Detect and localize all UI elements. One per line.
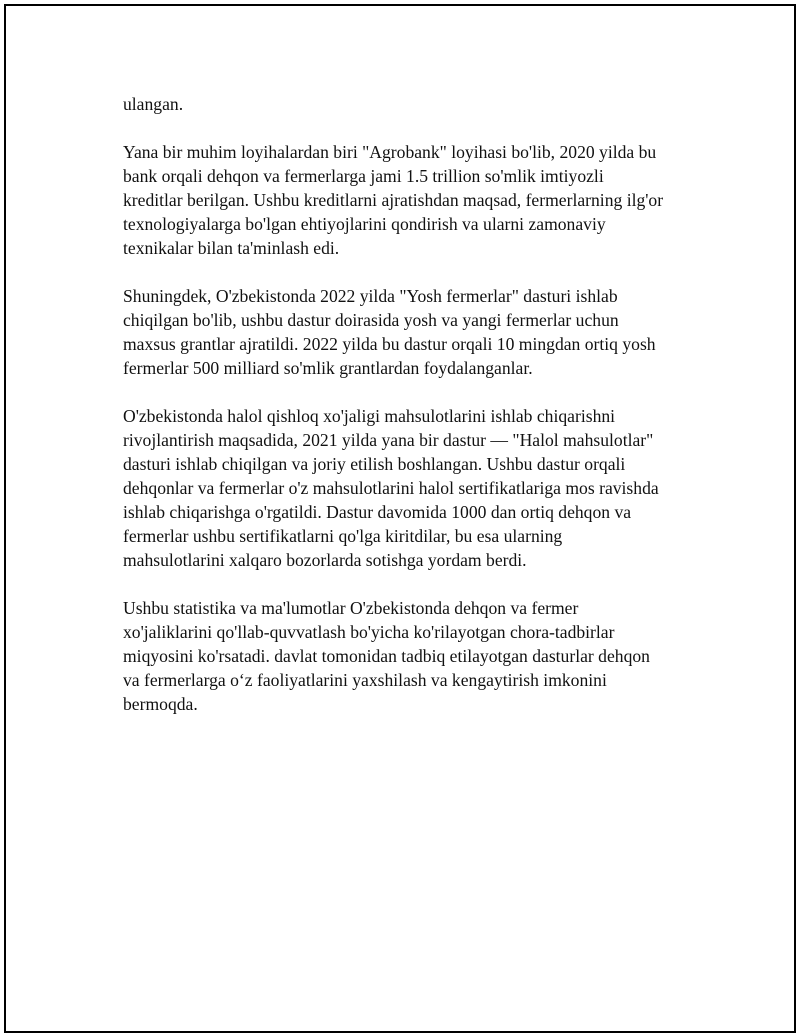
paragraph-agrobank <box>123 140 703 260</box>
text-line: maxsus grantlar ajratildi. 2022 yilda bu dastur orqali 10 mingdan ortiq yosh <box>123 334 656 354</box>
text-line: fermerlar ushbu sertifikatlarni qo'lga kiritdilar, bu esa ularning <box>123 526 563 546</box>
text-line: dasturi ishlab chiqilgan va joriy etilish boshlangan. Ushbu dastur orqali <box>123 454 626 474</box>
text-line: Shuningdek, O'zbekistonda 2022 yilda "Yosh fermerlar" dasturi ishlab <box>123 286 618 306</box>
text-line: bank orqali dehqon va fermerlarga jami 1.5 trillion so'mlik imtiyozli <box>123 166 604 186</box>
text-line: texnikalar bilan ta'minlash edi. <box>123 238 340 258</box>
text-line: fermerlar 500 milliard so'mlik grantlardan foydalanganlar. <box>123 358 533 378</box>
text-line: mahsulotlarini xalqaro bozorlarda sotishga yordam berdi. <box>123 550 527 570</box>
text-line: ulangan. <box>123 94 184 114</box>
text-line: rivojlantirish maqsadida, 2021 yilda yana bir dastur — "Halol mahsulotlar" <box>123 430 654 450</box>
text-line: va fermerlarga oʻz faoliyatlarini yaxshilash va kengaytirish imkonini <box>123 670 607 690</box>
text-line: Yana bir muhim loyihalardan biri "Agrobank" loyihasi bo'lib, 2020 yilda bu <box>123 142 657 162</box>
text-line: xo'jaliklarini qo'llab-quvvatlash bo'yicha ko'rilayotgan chora-tadbirlar <box>123 622 615 642</box>
text-line: miqyosini ko'rsatadi. davlat tomonidan tadbiq etilayotgan dasturlar dehqon <box>123 646 650 666</box>
text-line: O'zbekistonda halol qishloq xo'jaligi mahsulotlarini ishlab chiqarishni <box>123 406 616 426</box>
text-line: chiqilgan bo'lib, ushbu dastur doirasida yosh va yangi fermerlar uchun <box>123 310 619 330</box>
text-line: ishlab chiqarishga o'rgatildi. Dastur davomida 1000 dan ortiq dehqon va <box>123 502 632 522</box>
text-line: kreditlar berilgan. Ushbu kreditlarni ajratishdan maqsad, fermerlarning ilg'or <box>123 190 664 210</box>
page-frame <box>4 4 796 1033</box>
paragraph-halal-products <box>123 404 703 572</box>
text-line: texnologiyalarga bo'lgan ehtiyojlarini qondirish va ularni zamonaviy <box>123 214 606 234</box>
text-line: Ushbu statistika va ma'lumotlar O'zbekistonda dehqon va fermer <box>123 598 579 618</box>
paragraph-continuation <box>123 92 703 116</box>
text-line: dehqonlar va fermerlar o'z mahsulotlarini halol sertifikatlariga mos ravishda <box>123 478 659 498</box>
paragraph-young-farmers <box>123 284 703 380</box>
document-body <box>123 92 703 740</box>
text-line: bermoqda. <box>123 694 198 714</box>
paragraph-conclusion <box>123 596 703 716</box>
